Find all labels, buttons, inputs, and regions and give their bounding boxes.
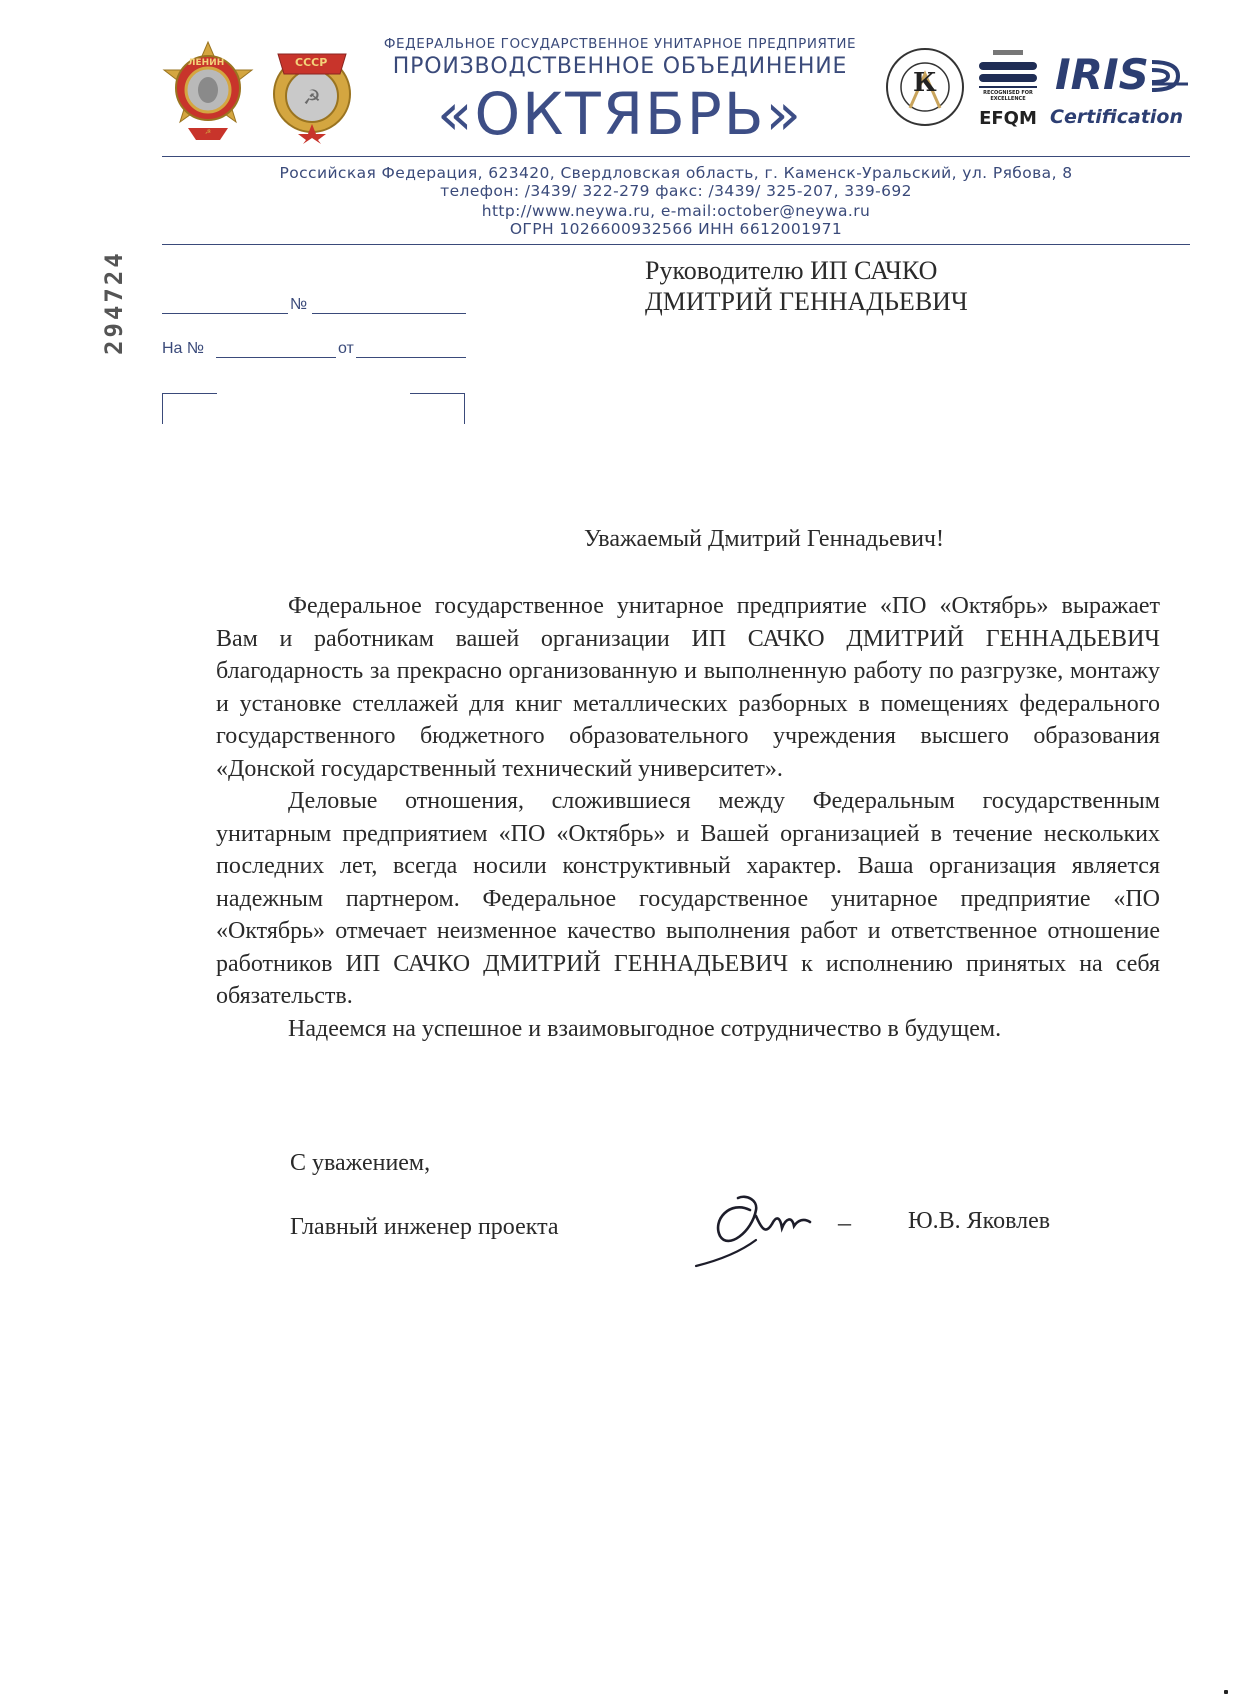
greeting: Уважаемый Дмитрий Геннадьевич! xyxy=(584,526,944,552)
in-reply-label: На № xyxy=(162,340,205,357)
subject-bracket-right xyxy=(410,393,465,424)
iris-certification-label: Certification xyxy=(1050,106,1184,128)
iris-waves-icon xyxy=(1148,54,1192,98)
hammer-sickle-icon: ☭ xyxy=(204,128,212,136)
letterhead-bottom-rule xyxy=(162,244,1190,245)
contact-registry: ОГРН 1026600932566 ИНН 6612001971 xyxy=(509,220,843,238)
org-name: «ОКТЯБРЬ» xyxy=(436,80,804,148)
svg-text:☭: ☭ xyxy=(303,85,321,109)
order-of-lenin-emblem xyxy=(160,40,256,144)
in-reply-date-line xyxy=(356,357,466,358)
outgoing-number-label: № xyxy=(290,296,308,313)
subject-bracket-left xyxy=(162,393,217,424)
body-paragraph-1: Федеральное государственное унитарное предприятие «ПО «Октябрь» выражает Вам и работникам вашей организации ИП САЧКО ДМИТРИЙ ГЕННАДЬЕВИЧ благодарность за прекрасно организованную и выполненную работу по разгрузке, монтажу и установке стеллажей для книг металлических разборных в помещениях федерального государственного бюджетного образовательного учреждения высшего образования «Донской государственный технический университет». xyxy=(216,593,1160,782)
signer-role: Главный инженер проекта xyxy=(290,1214,559,1240)
labor-order-label: СССР xyxy=(295,56,328,69)
in-reply-number-line xyxy=(216,357,336,358)
registration-stamp-number: 294724 xyxy=(100,250,128,355)
contact-phones: телефон: /3439/ 322-279 факс: /3439/ 325-207, 339-692 xyxy=(440,182,912,200)
efqm-recognised-label: RECOGNISED FOR EXCELLENCE xyxy=(983,90,1033,102)
contact-web-email: http://www.neywa.ru, e-mail:october@neywa.ru xyxy=(481,202,871,220)
letterhead-top-rule xyxy=(162,156,1190,157)
outgoing-date-line xyxy=(162,313,288,314)
scan-speck xyxy=(1224,1690,1228,1694)
outgoing-number-line xyxy=(312,313,466,314)
contact-address: Российская Федерация, 623420, Свердловская область, г. Каменск-Уральский, ул. Рябова, 8 xyxy=(279,164,1073,182)
letter-body xyxy=(216,590,1160,1045)
body-paragraph-3: Надеемся на успешное и взаимовыгодное сотрудничество в будущем. xyxy=(288,1015,1002,1042)
signer-name: Ю.В. Яковлев xyxy=(908,1208,1051,1234)
addressee-line-2: ДМИТРИЙ ГЕННАДЬЕВИЧ xyxy=(645,287,968,316)
addressee-block xyxy=(645,255,968,317)
org-kind: ПРОИЗВОДСТВЕННОЕ ОБЪЕДИНЕНИЕ xyxy=(392,54,848,79)
signature-dash: – xyxy=(838,1208,851,1237)
body-paragraph-2: Деловые отношения, сложившиеся между Федеральным государственным унитарным предприятием «ПО «Октябрь» и Вашей организацией в течение нескольких последних лет, всегда носили конструктивный характер. Ваша организация является надежным партнером. Федеральное государственное унитарное предприятие «ПО «Октябрь» отмечает неизменное качество выполнения работ и ответственное отношение работников ИП САЧКО ДМИТРИЙ ГЕННАДЬЕВИЧ к исполнению принятых на себя обязательств. xyxy=(216,788,1160,1009)
closing-phrase: С уважением, xyxy=(290,1150,431,1176)
in-reply-from-label: от xyxy=(338,340,354,357)
addressee-line-1: Руководителю ИП САЧКО xyxy=(645,256,938,285)
iris-logo: IRIS xyxy=(1055,50,1149,99)
efqm-label: EFQM xyxy=(979,108,1037,129)
award-seal-letter: К xyxy=(913,68,937,98)
lenin-order-label: ЛЕНИН xyxy=(188,58,225,68)
org-type: ФЕДЕРАЛЬНОЕ ГОСУДАРСТВЕННОЕ УНИТАРНОЕ ПРЕДПРИЯТИЕ xyxy=(383,36,857,52)
